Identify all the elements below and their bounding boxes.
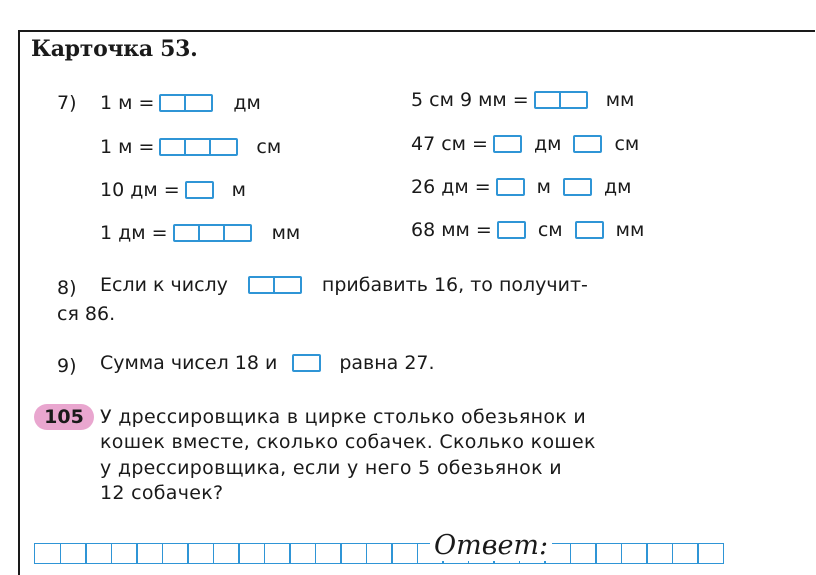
answer-cells[interactable]	[159, 138, 238, 156]
card-title: Карточка 53.	[31, 36, 198, 62]
answer-cells[interactable]	[173, 224, 252, 242]
expression: 1 м =	[100, 136, 155, 158]
unit-label-2: мм	[615, 219, 645, 241]
task-105-line-2: кошек вместе, сколько собачек. Сколько кошек	[100, 431, 596, 453]
expression: 26 дм =	[411, 176, 491, 198]
expression: 5 см 9 мм =	[411, 89, 529, 111]
unit-label-2: см	[614, 133, 640, 155]
unit-label-1: см	[537, 219, 563, 241]
task-7-left-row-3	[100, 179, 246, 201]
answer-cells[interactable]	[534, 91, 588, 109]
answer-cell-1[interactable]	[497, 221, 526, 239]
task-7-left-row-2	[100, 136, 281, 158]
answer-cell-2[interactable]	[563, 178, 592, 196]
expression: 1 дм =	[100, 222, 168, 244]
task-7-right-row-4	[411, 219, 644, 241]
task-9-line	[100, 352, 435, 374]
answer-cell-2[interactable]	[575, 221, 604, 239]
answer-cells[interactable]	[185, 181, 214, 199]
unit-label-2: дм	[604, 176, 632, 198]
unit-label-1: дм	[533, 133, 562, 155]
task-7-left-row-4	[100, 222, 300, 244]
task-105-line-4: 12 собачек?	[100, 482, 224, 504]
task-105-line-3: у дрессировщика, если у него 5 обезьянок и	[100, 457, 562, 479]
task-105-line-1: У дрессировщика в цирке столько обезьянок и	[100, 406, 587, 428]
task-9-text-after: равна 27.	[339, 352, 435, 374]
task-7-left-row-1	[100, 92, 261, 114]
answer-grid[interactable]	[34, 543, 723, 564]
answer-cell-1[interactable]	[496, 178, 525, 196]
task-7-number: 7)	[57, 92, 77, 114]
task-105-badge: 105	[34, 404, 94, 430]
unit-label: см	[256, 136, 282, 158]
unit-label-1: м	[536, 176, 551, 198]
answer-label: Ответ:	[430, 531, 552, 561]
answer-cells[interactable]	[292, 354, 321, 372]
unit-label: мм	[605, 89, 635, 111]
expression: 1 м =	[100, 92, 155, 114]
answer-cells[interactable]	[248, 276, 302, 294]
task-7-right-row-1	[411, 89, 634, 111]
task-8-text-before: Если к числу	[100, 274, 228, 296]
task-9-number: 9)	[57, 355, 77, 377]
answer-cells[interactable]	[159, 94, 213, 112]
expression: 47 см =	[411, 133, 488, 155]
expression: 10 дм =	[100, 179, 180, 201]
task-8-line-2: ся 86.	[57, 303, 116, 325]
expression: 68 мм =	[411, 219, 492, 241]
task-7-right-row-3	[411, 176, 631, 198]
answer-cell-2[interactable]	[573, 135, 602, 153]
task-7-right-row-2	[411, 133, 639, 155]
task-8-line-1	[100, 274, 588, 296]
task-9-text-before: Сумма чисел 18 и	[100, 352, 278, 374]
task-8-number: 8)	[57, 277, 77, 299]
unit-label: мм	[271, 222, 301, 244]
task-8-text-after: прибавить 16, то получит-	[321, 274, 588, 296]
unit-label: дм	[233, 92, 261, 114]
unit-label: м	[231, 179, 246, 201]
answer-cell-1[interactable]	[493, 135, 522, 153]
